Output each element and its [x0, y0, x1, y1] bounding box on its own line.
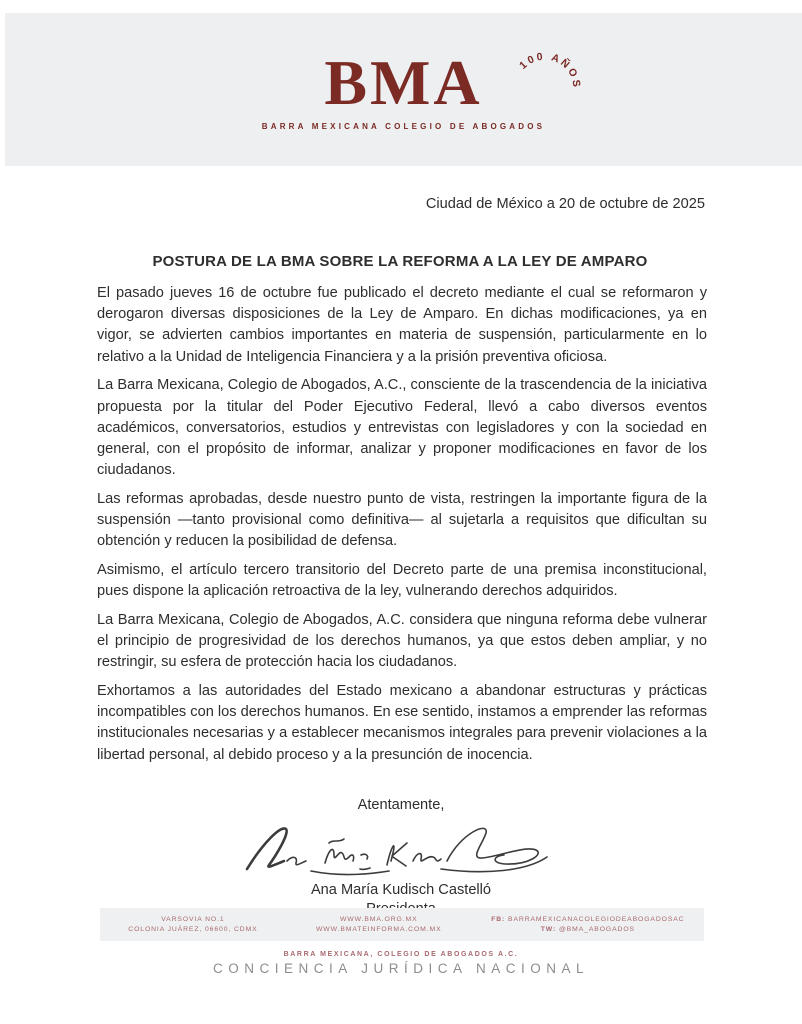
footer-org-line: BARRA MEXICANA, COLEGIO DE ABOGADOS A.C. — [283, 951, 519, 958]
letter-paragraphs — [97, 283, 707, 766]
paragraph-2: La Barra Mexicana, Colegio de Abogados, A.C., consciente de la trascendencia de la iniciativa propuesta por la titular del Poder Ejecutivo Federal, llevó a cabo diversos eventos académicos, conversatorios, estudios y entrevistas con legisladores y con la sociedad en general, con el propósito de informar, analizar y proponer modificaciones en favor de los ciudadanos. — [97, 377, 707, 479]
letter-body — [0, 166, 802, 919]
footer-address-line1: VARSOVIA NO.1 — [161, 915, 225, 923]
header-band — [5, 13, 802, 166]
footer-social-facebook — [472, 915, 704, 925]
footer-motto: CONCIENCIA JURÍDICA NACIONAL — [212, 961, 590, 976]
twitter-handle: @BMA_ABOGADOS — [558, 925, 635, 933]
twitter-label: TW: — [540, 925, 557, 933]
bma-logo — [261, 46, 583, 131]
closing-salutation: Atentamente, — [357, 796, 445, 813]
paragraph-1: El pasado jueves 16 de octubre fue publicado el decreto mediante el cual se reformaron y derogaron diversas disposiciones de la Ley de Amparo. En dichas modificaciones, ya en vigor, se advierten cambios importantes en materia de suspensión, particularmente en lo relativo a la Unidad de Inteligencia Financiera y a la prisión preventiva oficiosa. — [97, 285, 707, 365]
footer-website-1: WWW.BMA.ORG.MX — [339, 915, 418, 923]
bma-logotype: BMA — [324, 46, 483, 118]
logo-caption: BARRA MEXICANA COLEGIO DE ABOGADOS — [261, 121, 546, 131]
svg-text:100 AÑOS: 100 AÑOS — [517, 49, 583, 90]
footer-bar — [100, 908, 704, 941]
paragraph-6: Exhortamos a las autoridades del Estado mexicano a abandonar estructuras y prácticas incompatibles con los derechos humanos. En ese sentido, instamos a emprender las reformas institucionales necesarias y a establecer mecanismos integrales para prevenir violaciones a la libertad personal, al debido proceso y a la presunción de inocencia. — [97, 682, 708, 763]
footer-address-line2: COLONIA JUÁREZ, 06600, CDMX — [128, 925, 258, 933]
signature-block — [0, 817, 802, 879]
signer-name: Ana María Kudisch Castelló — [310, 881, 492, 898]
letter-title: POSTURA DE LA BMA SOBRE LA REFORMA A LA LEY DE AMPARO — [152, 253, 648, 270]
signature-image — [241, 817, 561, 879]
paragraph-4: Asimismo, el artículo tercero transitorio del Decreto parte de una premisa inconstitucional, pues dispone la aplicación retroactiva de la ley, vulnerando derechos adquiridos. — [97, 561, 707, 600]
footer-website-2: WWW.BMATEINFORMA.COM.MX — [315, 925, 442, 933]
facebook-label: FB: — [491, 915, 506, 923]
footer-address — [100, 915, 286, 935]
paragraph-5: La Barra Mexicana, Colegio de Abogados, A.C. considera que ninguna reforma debe vulnerar el principio de progresividad de los derechos humanos, ya que estos deben ampliar, y no restringir, su esfera de protección hacia los ciudadanos. — [97, 611, 707, 671]
paragraph-3: Las reformas aprobadas, desde nuestro punto de vista, restringen la importante figura de la suspensión —tanto provisional como definitiva— al sujetarla a requisitos que dificultan su obtención y reducen la posibilidad de defensa. — [97, 490, 707, 550]
facebook-handle: BARRAMEXICANACOLEGIODEABOGADOSAC — [508, 915, 685, 923]
footer-social — [472, 915, 704, 935]
dateline: Ciudad de México a 20 de octubre de 2025 — [425, 196, 705, 212]
footer-social-twitter — [472, 925, 704, 935]
logo-100-anos-badge-icon — [509, 39, 589, 119]
footer-websites — [286, 915, 472, 935]
